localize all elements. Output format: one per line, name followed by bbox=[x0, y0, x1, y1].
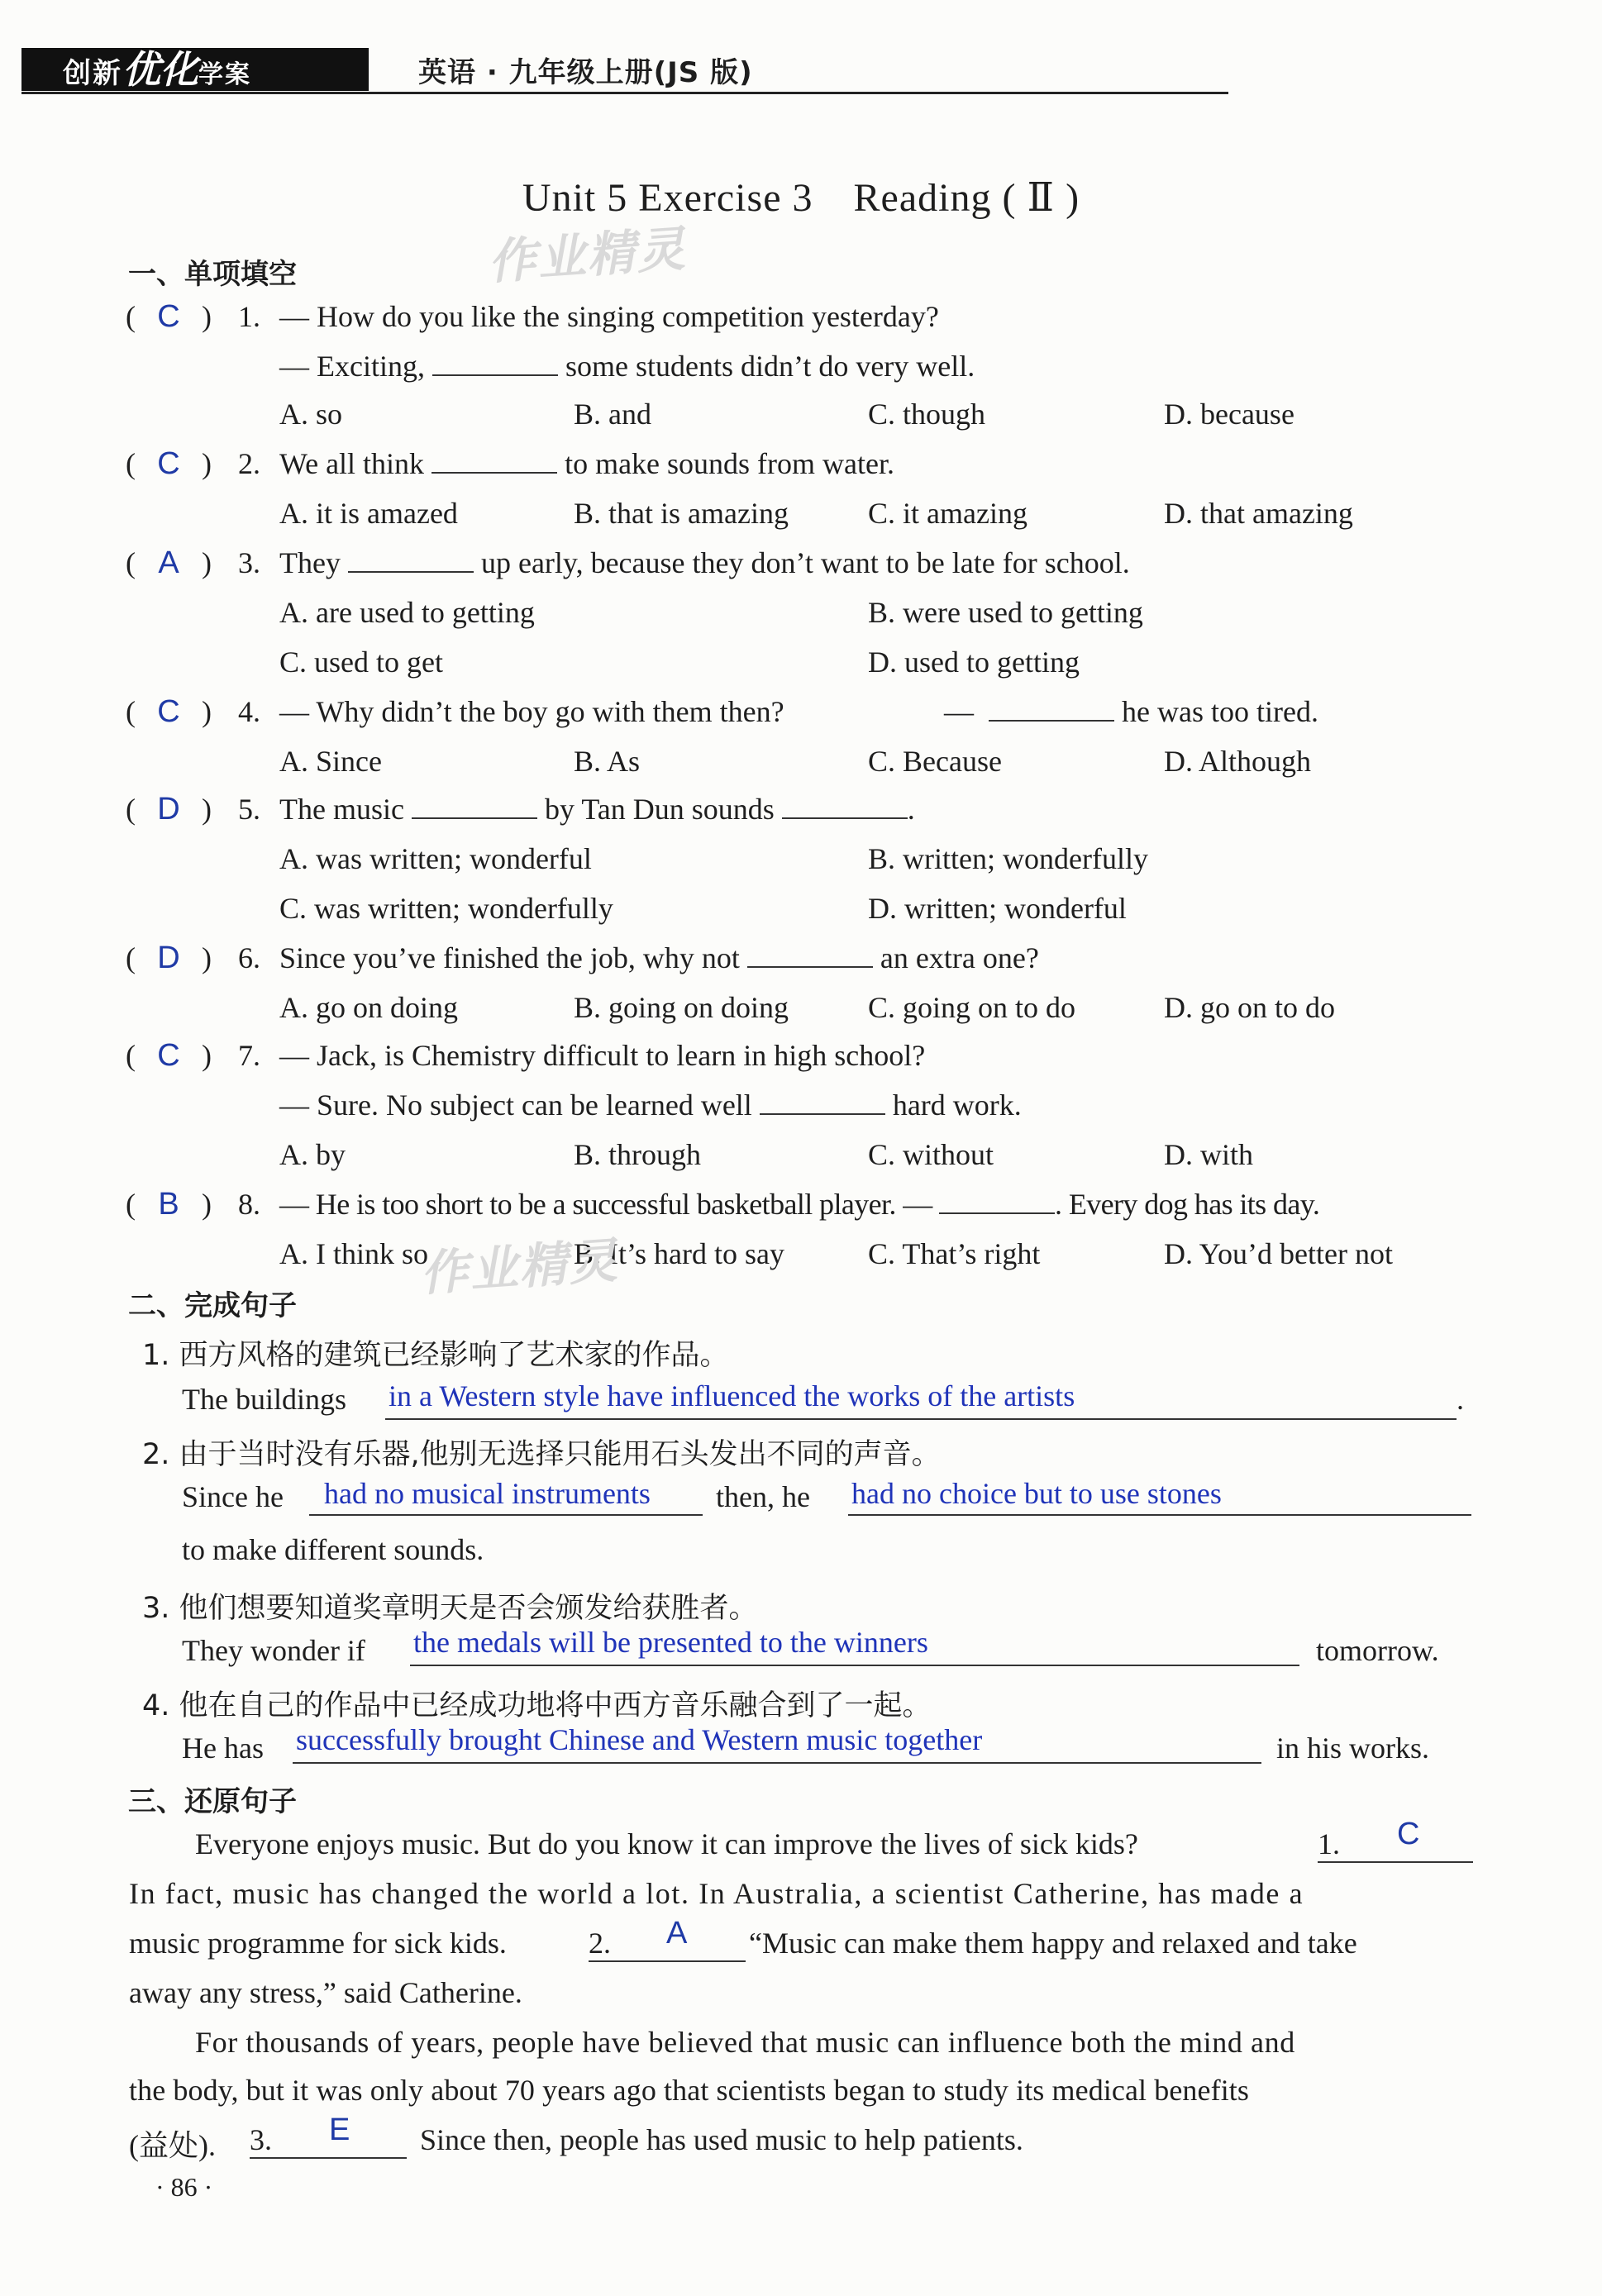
question-stem: — How do you like the singing competition yesterday? bbox=[279, 300, 939, 333]
stem-part: Since you’ve finished the job, why not bbox=[279, 941, 740, 974]
option: B. going on doing bbox=[574, 991, 789, 1024]
option: D. Although bbox=[1164, 745, 1312, 778]
chinese-prompt: 1. 西方风格的建筑已经影响了艺术家的作品。 bbox=[142, 1339, 729, 1372]
passage-answer: C bbox=[1397, 1817, 1420, 1851]
answer-line bbox=[385, 1418, 1457, 1420]
question-stem-line bbox=[279, 941, 1039, 975]
blank bbox=[747, 941, 873, 968]
answer-line bbox=[309, 1514, 703, 1516]
chinese-prompt: 2. 由于当时没有乐器,他别无选择只能用石头发出不同的声音。 bbox=[142, 1438, 941, 1471]
watermark-top: 作业精灵 bbox=[486, 220, 689, 291]
mc-answer: B bbox=[158, 1187, 179, 1222]
option: A. go on doing bbox=[279, 991, 458, 1024]
stem-part: to make sounds from water. bbox=[565, 447, 894, 480]
option: A. so bbox=[279, 398, 343, 431]
option: D. used to getting bbox=[868, 645, 1080, 679]
blank bbox=[431, 447, 557, 474]
sentence-suffix: in his works. bbox=[1276, 1732, 1430, 1765]
handwritten-answer: successfully brought Chinese and Western music together bbox=[296, 1723, 983, 1756]
chinese-prompt: 3. 他们想要知道奖章明天是否会颁发给获胜者。 bbox=[142, 1592, 758, 1625]
option: B. As bbox=[574, 745, 641, 778]
option: C. going on to do bbox=[868, 991, 1076, 1024]
question-stem-line bbox=[944, 694, 1318, 729]
stem-part: by Tan Dun sounds bbox=[544, 793, 775, 826]
sentence-prefix: Since he bbox=[182, 1480, 284, 1513]
mc-answer: D bbox=[157, 941, 180, 975]
answer-bracket: ( C ) bbox=[126, 446, 212, 481]
handwritten-answer: had no choice but to use stones bbox=[851, 1477, 1222, 1510]
answer-bracket: ( D ) bbox=[126, 792, 212, 826]
answer-bracket: ( C ) bbox=[126, 299, 212, 334]
answer-bracket: ( D ) bbox=[126, 941, 212, 975]
option: B. through bbox=[574, 1138, 702, 1171]
question-stem-line bbox=[279, 792, 915, 826]
sentence-prefix: The buildings bbox=[182, 1383, 346, 1416]
passage-line: (益处). bbox=[129, 2129, 216, 2162]
option: B. were used to getting bbox=[868, 596, 1143, 629]
option: B. written; wonderfully bbox=[868, 842, 1148, 875]
stem-part: he was too tired. bbox=[1122, 695, 1318, 728]
mc-answer: D bbox=[157, 792, 180, 826]
passage-answer: E bbox=[329, 2113, 350, 2147]
mc-answer: C bbox=[157, 299, 180, 334]
blank bbox=[760, 1088, 885, 1115]
passage-line: Since then, people has used music to help patients. bbox=[420, 2123, 1023, 2156]
passage-line: For thousands of years, people have believed that music can influence both the mind and bbox=[195, 2026, 1295, 2059]
stem-part: . bbox=[907, 793, 915, 826]
stem-part: up early, because they don’t want to be late for school. bbox=[480, 546, 1130, 579]
blank-number: 3. bbox=[250, 2123, 272, 2156]
question-stem-line bbox=[279, 446, 894, 481]
option: C. used to get bbox=[279, 645, 443, 679]
question-stem-line bbox=[279, 545, 1130, 580]
chinese-prompt: 4. 他在自己的作品中已经成功地将中西方音乐融合到了一起。 bbox=[142, 1689, 932, 1722]
watermark-middle: 作业精灵 bbox=[418, 1231, 621, 1303]
option: C. That’s right bbox=[868, 1237, 1041, 1270]
question-number: 1. bbox=[238, 300, 260, 333]
answer-line bbox=[589, 1960, 746, 1962]
brand-text-b: 优化 bbox=[122, 47, 198, 92]
option: A. are used to getting bbox=[279, 596, 535, 629]
mc-answer: C bbox=[157, 1038, 180, 1073]
question-stem-line bbox=[279, 1187, 1319, 1222]
answer-bracket: ( C ) bbox=[126, 1038, 212, 1073]
answer-bracket: ( B ) bbox=[126, 1187, 212, 1222]
book-title: 英语 · 九年级上册(JS 版) bbox=[418, 56, 753, 89]
blank bbox=[348, 546, 474, 573]
stem-part: — He is too short to be a successful basketball player. — bbox=[279, 1188, 932, 1221]
answer-line bbox=[250, 2157, 407, 2159]
stem-part: They bbox=[279, 546, 341, 579]
stem-part: We all think bbox=[279, 447, 425, 480]
question-stem-line bbox=[279, 349, 975, 383]
option: D. with bbox=[1164, 1138, 1253, 1171]
sentence-prefix: They wonder if bbox=[182, 1634, 365, 1667]
option: B. that is amazing bbox=[574, 497, 789, 530]
question-number: 3. bbox=[238, 546, 260, 579]
brand-text-a: 创新 bbox=[63, 57, 122, 90]
answer-line bbox=[410, 1665, 1299, 1666]
question-number: 4. bbox=[238, 695, 260, 728]
handwritten-answer: in a Western style have influenced the works of the artists bbox=[389, 1379, 1075, 1412]
option: D. written; wonderful bbox=[868, 892, 1127, 925]
blank bbox=[412, 793, 537, 819]
question-stem: — Why didn’t the boy go with them then? bbox=[279, 695, 784, 728]
passage-line: away any stress,” said Catherine. bbox=[129, 1976, 522, 2009]
passage-line: In fact, music has changed the world a lot. In Australia, a scientist Catherine, has made a bbox=[129, 1877, 1304, 1910]
option: C. it amazing bbox=[868, 497, 1027, 530]
blank bbox=[432, 350, 558, 376]
mc-answer: A bbox=[158, 545, 179, 580]
question-number: 6. bbox=[238, 941, 260, 974]
sentence-suffix: tomorrow. bbox=[1316, 1634, 1439, 1667]
answer-bracket: ( A ) bbox=[126, 545, 212, 580]
blank-number: 2. bbox=[589, 1927, 611, 1960]
blank bbox=[989, 695, 1114, 722]
stem-part: — Exciting, bbox=[279, 350, 425, 383]
stem-part: . Every dog has its day. bbox=[1055, 1188, 1320, 1221]
section-heading-2: 二、完成句子 bbox=[128, 1289, 297, 1322]
question-number: 7. bbox=[238, 1039, 260, 1072]
passage-line: Everyone enjoys music. But do you know it can improve the lives of sick kids? bbox=[195, 1827, 1138, 1860]
option: D. because bbox=[1164, 398, 1294, 431]
question-stem-line bbox=[279, 1088, 1022, 1122]
option: C. though bbox=[868, 398, 986, 431]
handwritten-answer: the medals will be presented to the winners bbox=[413, 1626, 928, 1659]
option: A. by bbox=[279, 1138, 346, 1171]
option: D. that amazing bbox=[1164, 497, 1353, 530]
passage-line: the body, but it was only about 70 years ago that scientists began to study its medical benefits bbox=[129, 2074, 1250, 2107]
blank-number: 1. bbox=[1318, 1827, 1340, 1860]
answer-line bbox=[293, 1762, 1261, 1764]
option: C. was written; wonderfully bbox=[279, 892, 613, 925]
page-title: Unit 5 Exercise 3 Reading ( Ⅱ ) bbox=[522, 176, 1080, 220]
option: A. I think so bbox=[279, 1237, 428, 1270]
brand-text-c: 学案 bbox=[198, 60, 251, 89]
blank bbox=[939, 1188, 1055, 1214]
stem-part: — Sure. No subject can be learned well bbox=[279, 1088, 752, 1122]
answer-line bbox=[848, 1514, 1471, 1516]
passage-answer: A bbox=[666, 1916, 688, 1951]
answer-bracket: ( C ) bbox=[126, 694, 212, 729]
page-number: · 86 · bbox=[155, 2172, 213, 2202]
blank bbox=[782, 793, 908, 819]
mc-answer: C bbox=[157, 446, 180, 481]
sentence-suffix: . bbox=[1457, 1383, 1464, 1416]
stem-part: hard work. bbox=[892, 1088, 1022, 1122]
option: C. Because bbox=[868, 745, 1002, 778]
option: C. without bbox=[868, 1138, 994, 1171]
passage-line: “Music can make them happy and relaxed and take bbox=[749, 1927, 1357, 1960]
option: B. It’s hard to say bbox=[574, 1237, 784, 1270]
section-heading-1: 一、单项填空 bbox=[128, 258, 297, 291]
stem-part: — bbox=[944, 695, 974, 728]
question-number: 2. bbox=[238, 447, 260, 480]
answer-line bbox=[1318, 1861, 1473, 1863]
option: D. You’d better not bbox=[1164, 1237, 1393, 1270]
stem-part: some students didn’t do very well. bbox=[565, 350, 975, 383]
sentence-prefix: He has bbox=[182, 1732, 264, 1765]
question-number: 8. bbox=[238, 1188, 260, 1221]
option: D. go on to do bbox=[1164, 991, 1335, 1024]
mc-answer: C bbox=[157, 694, 180, 729]
option: B. and bbox=[574, 398, 651, 431]
brand-banner bbox=[21, 48, 369, 91]
handwritten-answer: had no musical instruments bbox=[324, 1477, 651, 1510]
header-rule bbox=[21, 92, 1228, 94]
option: A. it is amazed bbox=[279, 497, 458, 530]
question-number: 5. bbox=[238, 793, 260, 826]
option: A. was written; wonderful bbox=[279, 842, 592, 875]
section-heading-3: 三、还原句子 bbox=[128, 1785, 297, 1818]
stem-part: an extra one? bbox=[880, 941, 1039, 974]
question-stem: — Jack, is Chemistry difficult to learn in high school? bbox=[279, 1039, 926, 1072]
option: A. Since bbox=[279, 745, 382, 778]
stem-part: The music bbox=[279, 793, 404, 826]
sentence-mid: then, he bbox=[716, 1480, 810, 1513]
sentence-suffix: to make different sounds. bbox=[182, 1533, 484, 1566]
passage-line: music programme for sick kids. bbox=[129, 1927, 507, 1960]
